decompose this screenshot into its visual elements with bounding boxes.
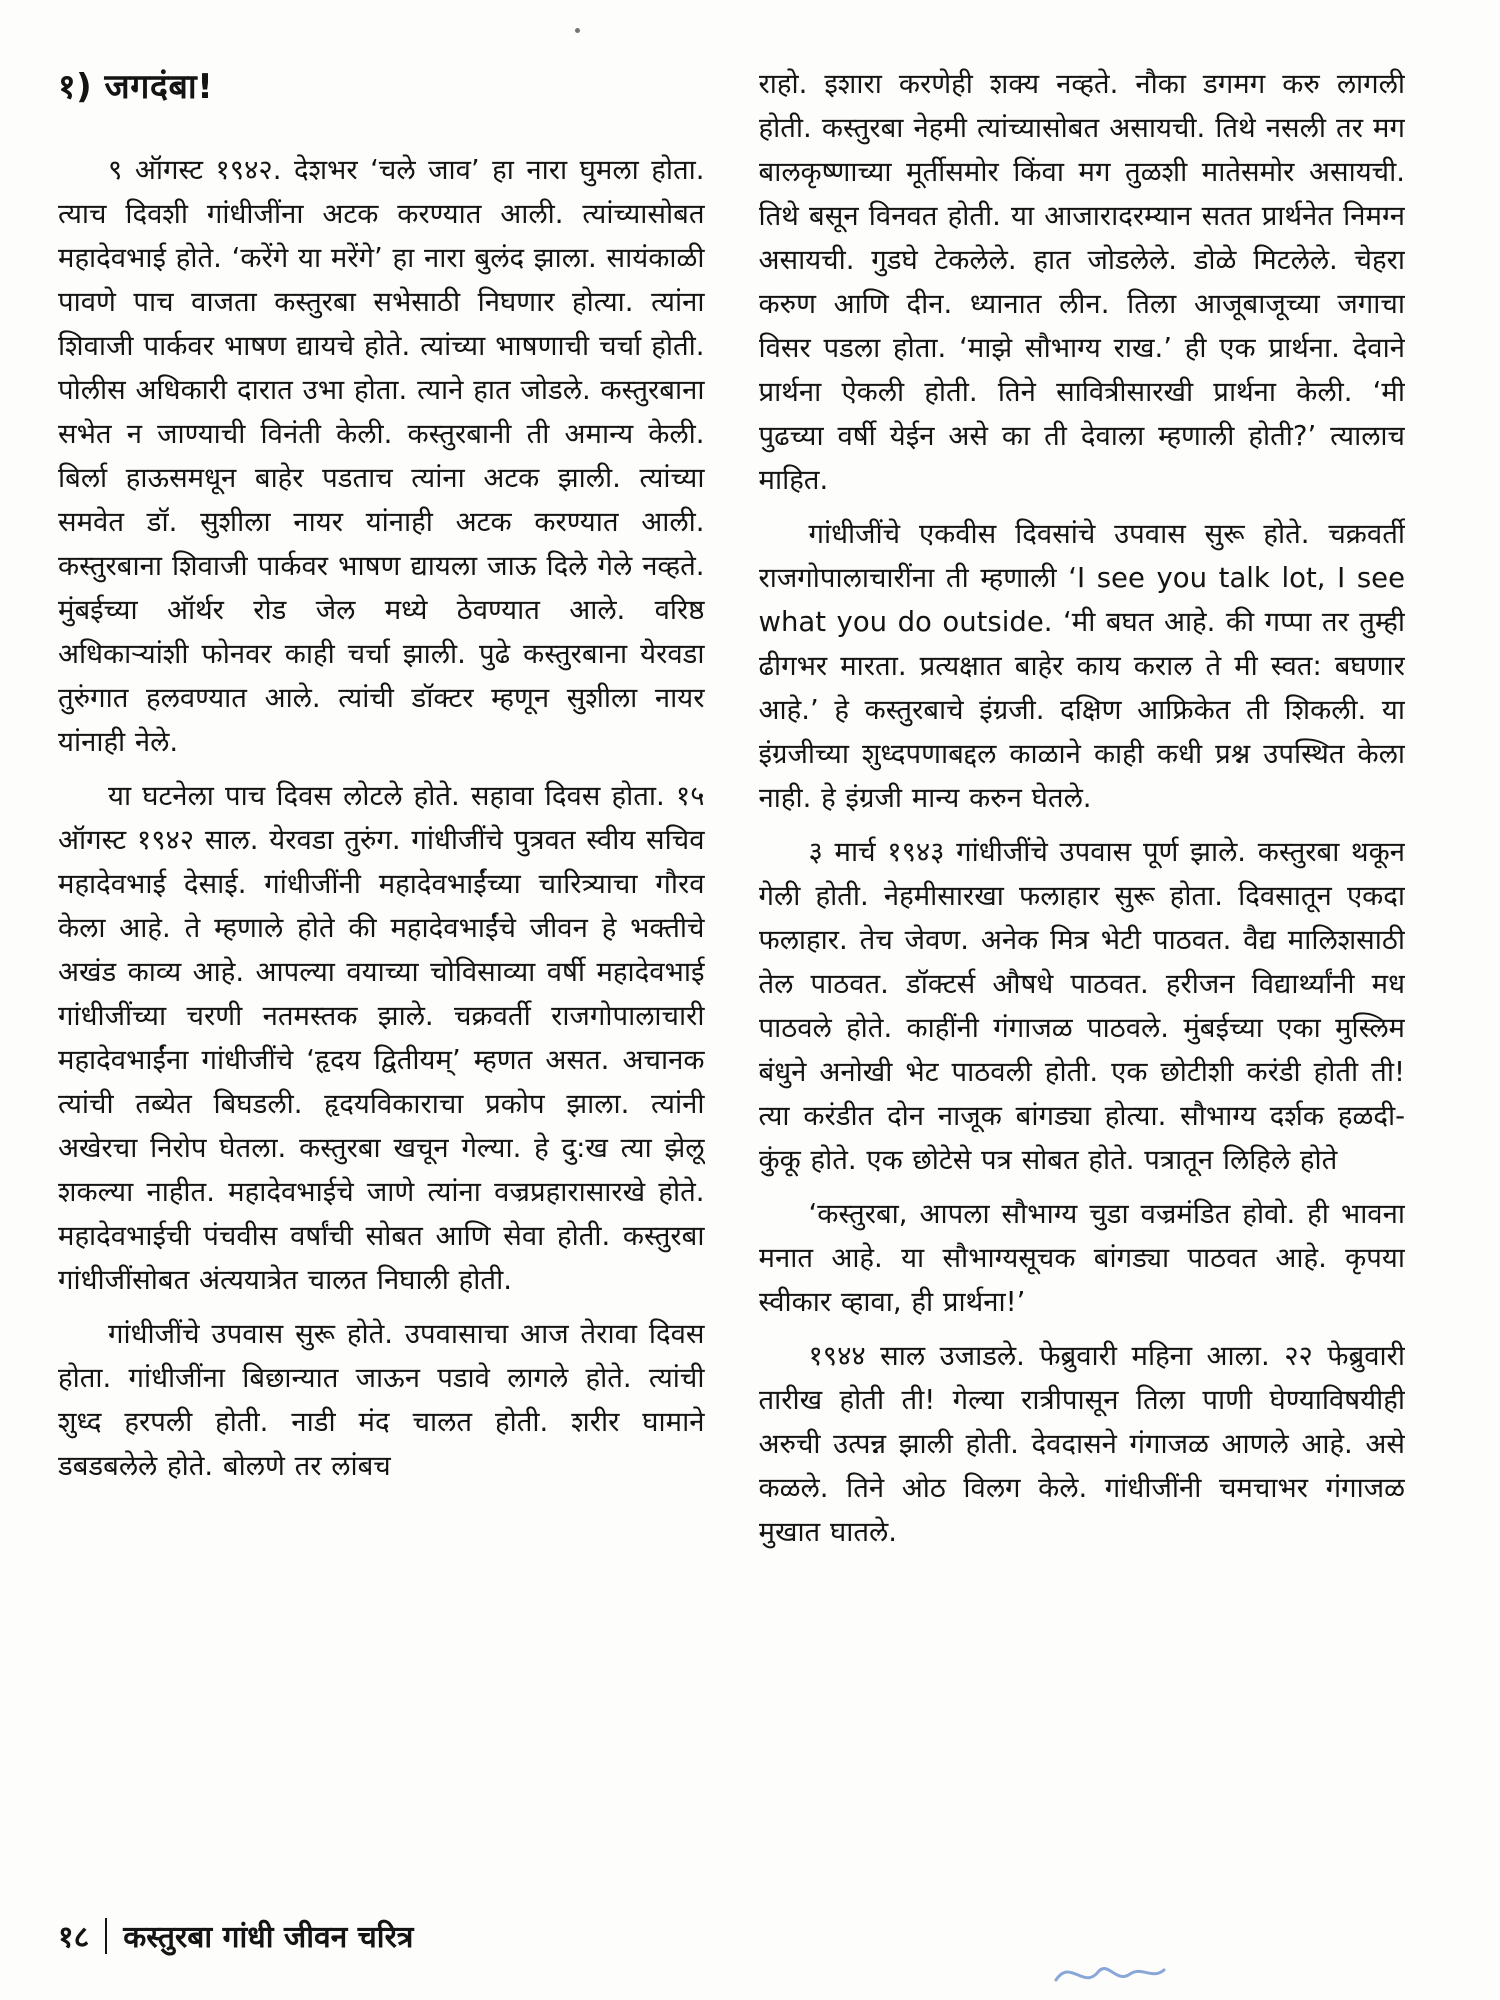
paragraph: ‘कस्तुरबा, आपला सौभाग्य चुडा वज्रमंडित होवो. ही भावना मनात आहे. या सौभाग्यसूचक बांगड्या पाठवत आहे. कृपया स्वीकार व्हावा, ही प्रार्थना!’: [758, 1198, 1405, 1318]
right-column: [759, 62, 1406, 1862]
chapter-heading: १) जगदंबा!: [58, 67, 214, 107]
paragraph: १९४४ साल उजाडले. फेब्रुवारी महिना आला. २२ फेब्रुवारी तारीख होती ती! गेल्या रात्रीपासून तिला पाणी घेण्याविषयीही अरुची उत्पन्न झाली होती. देवदासने गंगाजळ आणले आहे. असे कळले. तिने ओठ विलग केले. गांधीजींनी चमचाभर गंगाजळ मुखात घातले.: [758, 1340, 1405, 1548]
paragraph: या घटनेला पाच दिवस लोटले होते. सहावा दिवस होता. १५ ऑगस्ट १९४२ साल. येरवडा तुरुंग. गांधीजींचे पुत्रवत स्वीय सचिव महादेवभाई देसाई. गांधीजींनी महादेवभाईंच्या चारित्र्याचा गौरव केला आहे. ते म्हणाले होते की महादेवभाईंचे जीवन हे भक्तीचे अखंड काव्य आहे. आपल्या वयाच्या चोविसाव्या वर्षी महादेवभाई गांधीजींच्या चरणी नतमस्तक झाले. चक्रवर्ती राजगोपालाचारी महादेवभाईंना गांधीजींचे ‘हृदय द्वितीयम्’ म्हणत असत. अचानक त्यांची तब्येत बिघडली. हृदयविकाराचा प्रकोप झाला. त्यांनी अखेरचा निरोप घेतला. कस्तुरबा खचून गेल्या. हे दु:ख त्या झेलू शकल्या नाहीत. महादेवभाईचे जाणे त्यांना वज्रप्रहारासारखे होते. महादेवभाईची पंचवीस वर्षांची सोबत आणि सेवा होती. कस्तुरबा गांधीजींसोबत अंत्ययात्रेत चालत निघाली होती.: [58, 780, 705, 1296]
two-column-text: [58, 62, 1405, 1862]
paragraph: गांधीजींचे उपवास सुरू होते. उपवासाचा आज तेरावा दिवस होता. गांधीजींना बिछान्यात जाऊन पडावे लागले होते. त्यांची शुध्द हरपली होती. नाडी मंद चालत होती. शरीर घामाने डबडबलेले होते. बोलणे तर लांबच: [58, 1318, 705, 1482]
left-column: [58, 62, 705, 1862]
dust-speck: [575, 28, 580, 33]
paragraph: ९ ऑगस्ट १९४२. देशभर ‘चले जाव’ हा नारा घुमला होता. त्याच दिवशी गांधीजींना अटक करण्यात आली. त्यांच्यासोबत महादेवभाई होते. ‘करेंगे या मरेंगे’ हा नारा बुलंद झाला. सायंकाळी पावणे पाच वाजता कस्तुरबा सभेसाठी निघणार होत्या. त्यांना शिवाजी पार्कवर भाषण द्यायचे होते. त्यांच्या भाषणाची चर्चा होती. पोलीस अधिकारी दारात उभा होता. त्याने हात जोडले. कस्तुरबाना सभेत न जाण्याची विनंती केली. कस्तुरबानी ती अमान्य केली. बिर्ला हाऊसमधून बाहेर पडताच त्यांना अटक झाली. त्यांच्या समवेत डॉ. सुशीला नायर यांनाही अटक करण्यात आली. कस्तुरबाना शिवाजी पार्कवर भाषण द्यायला जाऊ दिले गेले नव्हते. मुंबईच्या ऑर्थर रोड जेल मध्ये ठेवण्यात आले. वरिष्ठ अधिकाऱ्यांशी फोनवर काही चर्चा झाली. पुढे कस्तुरबाना येरवडा तुरुंगात हलवण्यात आले. त्यांची डॉक्टर म्हणून सुशीला नायर यांनाही नेले.: [58, 154, 705, 758]
paragraph: ३ मार्च १९४३ गांधीजींचे उपवास पूर्ण झाले. कस्तुरबा थकून गेली होती. नेहमीसारखा फलाहार सुरू होता. दिवसातून एकदा फलाहार. तेच जेवण. अनेक मित्र भेटी पाठवत. वैद्य मालिशसाठी तेल पाठवत. डॉक्टर्स औषधे पाठवत. हरीजन विद्यार्थ्यांनी मध पाठवले होते. काहींनी गंगाजळ पाठवले. मुंबईच्या एका मुस्लिम बंधुने अनोखी भेट पाठवली होती. एक छोटीशी करंडी होती ती! त्या करंडीत दोन नाजूक बांगड्या होत्या. सौभाग्य दर्शक हळदी-कुंकू होते. एक छोटेसे पत्र सोबत होते. पत्रातून लिहिले होते: [758, 836, 1405, 1176]
ink-scribble: [1050, 1950, 1170, 1994]
paragraph: गांधीजींचे एकवीस दिवसांचे उपवास सुरू होते. चक्रवर्ती राजगोपालाचारींना ती म्हणाली ‘I see you talk lot, I see what you do outside. ‘मी बघत आहे. की गप्पा तर तुम्ही ढीगभर मारता. प्रत्यक्षात बाहेर काय कराल ते मी स्वत: बघणार आहे.’ हे कस्तुरबाचे इंग्रजी. दक्षिण आफ्रिकेत ती शिकली. या इंग्रजीच्या शुध्दपणाबद्दल काळाने काही कधी प्रश्न उपस्थित केला नाही. हे इंग्रजी मान्य करुन घेतले.: [758, 518, 1405, 814]
paragraph-continuation: राहो. इशारा करणेही शक्य नव्हते. नौका डगमग करु लागली होती. कस्तुरबा नेहमी त्यांच्यासोबत असायची. तिथे नसली तर मग बालकृष्णाच्या मूर्तीसमोर किंवा मग तुळशी मातेसमोर असायची. तिथे बसून विनवत होती. या आजारादरम्यान सतत प्रार्थनेत निमग्न असायची. गुडघे टेकलेले. हात जोडलेले. डोळे मिटलेले. चेहरा करुण आणि दीन. ध्यानात लीन. तिला आजूबाजूच्या जगाचा विसर पडला होता. ‘माझे सौभाग्य राख.’ ही एक प्रार्थना. देवाने प्रार्थना ऐकली होती. तिने सावित्रीसारखी प्रार्थना केली. ‘मी पुढच्या वर्षी येईन असे का ती देवाला म्हणाली होती?’ त्यालाच माहित.: [758, 68, 1405, 496]
footer-divider: [105, 1918, 107, 1954]
book-title: कस्तुरबा गांधी जीवन चरित्र: [123, 1920, 414, 1955]
page-footer: [58, 1915, 413, 1956]
page-number: १८: [58, 1920, 90, 1955]
